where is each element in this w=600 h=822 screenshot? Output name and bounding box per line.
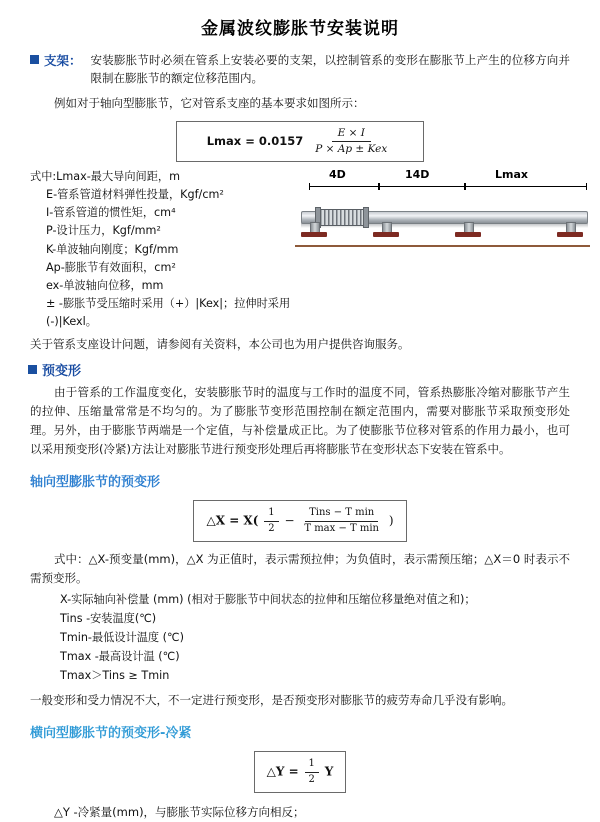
legend-item: I-管系管道的惯性矩，cm⁴ xyxy=(46,206,176,220)
section-support-intro: 安装膨胀节时必须在管系上安装必要的支架，以控制管系的变形在膨胀节上产生的位移方向并限制在膨胀节的额定位移范围内。 xyxy=(90,53,570,86)
dimension-4d xyxy=(309,183,379,190)
lmax-formula-numerator: E × I xyxy=(332,127,371,142)
diagram-labels xyxy=(295,168,590,182)
axial-equation-half-num: 1 xyxy=(264,507,278,522)
section-support-heading-row xyxy=(30,51,570,88)
axial-legend-item: Tmax＞Tins ≥ Tmin xyxy=(60,669,170,683)
legend-item: 式中:Lmax-最大导向间距，m xyxy=(30,170,180,183)
lateral-predeform-heading: 横向型膨胀节的预变形-冷紧 xyxy=(30,726,192,742)
axial-equation-half-den: 2 xyxy=(268,522,275,534)
lmax-formula-denominator: P × Ap ± Kex xyxy=(315,142,388,155)
support-base xyxy=(373,232,399,237)
section-support-heading: 支架： xyxy=(44,53,82,68)
legend-item: E-管系管道材料弹性投量，Kgf/cm² xyxy=(46,188,224,202)
square-blue-icon xyxy=(28,365,37,374)
axial-equation-rhs: ) xyxy=(388,513,394,528)
document-page xyxy=(0,14,600,820)
legend-item: P-设计压力，Kgf/mm² xyxy=(46,224,161,238)
section-predeform-paragraph: 由于管系的工作温度变化，安装膨胀节时的温度与工作时的温度不同，管系热膨胀冷缩对膨胀节产生的拉伸、压缩量常常是不均匀的。为了膨胀节变形范围控制在额定范围内，需要对膨胀节采取预变形处理。另外，由于膨胀节两端是一个定值，与补偿量成正比。为了使膨胀节位移对管系的作用力最小，也可以采用预变形(冷紧)方法让对膨胀节进行预变形处理后再将膨胀节在变形状态下安装在管系中。 xyxy=(30,385,570,457)
support-base xyxy=(455,232,481,237)
square-blue-icon xyxy=(30,55,39,64)
lateral-equation-half-num: 1 xyxy=(305,758,319,773)
lateral-equation-explanation: △Y -冷紧量(mm)，与膨胀节实际位移方向相反； xyxy=(54,805,305,820)
legend-item: ex-单波轴向位移，mm xyxy=(46,278,164,292)
axial-equation-half xyxy=(264,507,278,535)
support-guide-2 xyxy=(557,222,583,238)
support-anchor-2 xyxy=(373,222,399,238)
axial-equation-wrapper xyxy=(0,500,600,542)
axial-legend-item: Tins -安装温度(℃) xyxy=(60,612,157,626)
axial-equation-explanation: 式中：△X-预变量(mm)，△X 为正值时，表示需预拉伸；为负值时，表示需预压缩；△X＝0 时表示不需预变形。 xyxy=(30,552,570,586)
pipe-assembly xyxy=(295,197,590,249)
axial-legend-item: X-实际轴向补偿量 (mm) (相对于膨胀节中间状态的拉伸和压缩位移量绝对值之和)； xyxy=(60,593,476,607)
section-predeform-heading-row xyxy=(28,360,600,379)
legend-item: Ap-膨胀节有效面积，cm² xyxy=(46,260,176,274)
lateral-equation-lhs: △Y = xyxy=(266,764,299,779)
lmax-formula-fraction xyxy=(309,127,393,156)
dimension-14d xyxy=(379,183,465,190)
axial-legend-item: Tmax -最高设计温 (℃) xyxy=(60,650,180,664)
support-anchor-1 xyxy=(301,222,327,238)
lateral-equation xyxy=(254,751,347,793)
section-predeform-heading: 预变形 xyxy=(42,364,82,380)
diagram-label-4d: 4D xyxy=(329,168,346,181)
support-base xyxy=(557,232,583,237)
axial-expansion-joint-piping-diagram xyxy=(295,168,590,249)
page-title: 金属波纹膨胀节安装说明 xyxy=(201,19,399,39)
legend-item: K-单波轴向刚度；Kgf/mm xyxy=(46,242,179,256)
axial-equation-lhs: △X = X( xyxy=(206,513,259,528)
lmax-legend xyxy=(0,168,600,331)
axial-note: 一般变形和受力情况不大，不一定进行预变形，是否预变形对膨胀节的疲劳寿命几乎没有影响。 xyxy=(30,693,513,708)
axial-equation-minus: − xyxy=(284,513,295,528)
flange-right-icon xyxy=(363,207,369,228)
lmax-formula xyxy=(176,121,424,162)
lmax-formula-lead: Lmax = 0.0157 xyxy=(206,134,304,149)
ground-line xyxy=(295,245,590,247)
lateral-equation-wrapper xyxy=(0,751,600,793)
axial-equation xyxy=(193,500,406,542)
support-base xyxy=(301,232,327,237)
lateral-equation-rhs: Y xyxy=(324,764,334,779)
axial-legend-item: Tmin-最低设计温度 (℃) xyxy=(60,631,184,645)
axial-predeform-heading: 轴向型膨胀节的预变形 xyxy=(30,475,161,491)
diagram-label-lmax: Lmax xyxy=(495,168,528,181)
diagram-label-14d: 14D xyxy=(405,168,430,181)
section-support-example: 例如对于轴向型膨胀节，它对管系支座的基本要求如图所示： xyxy=(54,95,365,110)
support-guide-1 xyxy=(455,222,481,238)
lateral-equation-half-den: 2 xyxy=(308,773,315,785)
lateral-equation-half xyxy=(305,758,319,786)
diagram-dimension-row xyxy=(295,183,590,195)
axial-equation-temp-ratio xyxy=(300,507,383,535)
axial-equation-temp-num: Tins − T min xyxy=(305,507,378,522)
axial-equation-temp-den: T max − T min xyxy=(304,522,379,534)
section-support-closing: 关于管系支座设计问题，请参阅有关资料，本公司也为用户提供咨询服务。 xyxy=(30,337,410,352)
legend-item: ± -膨胀节受压缩时采用（+）|Kex|；拉伸时采用(-)|Kexl。 xyxy=(46,296,291,329)
dimension-lmax xyxy=(465,183,587,190)
